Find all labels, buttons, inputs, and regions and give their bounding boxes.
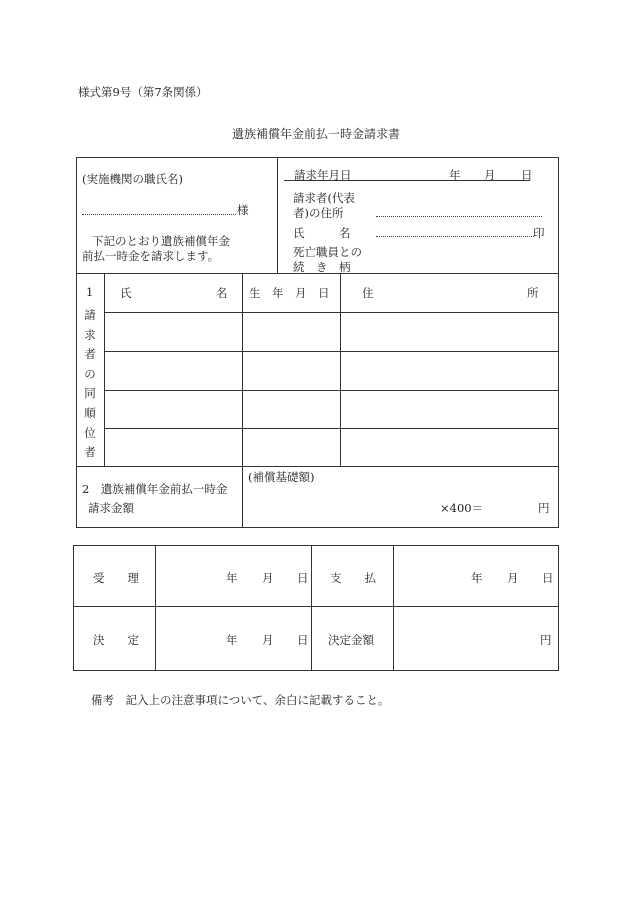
office-row-line	[73, 606, 559, 607]
col-line	[242, 273, 243, 528]
decision-amount-yen: 円	[540, 633, 552, 647]
address-label-line1: 請求者(代表	[293, 191, 355, 205]
section1-vertical-label: 請 求 者 の 同 順 位 者	[84, 308, 96, 460]
payment-month: 月	[507, 571, 519, 585]
receipt-month: 月	[262, 571, 274, 585]
date-year: 年	[449, 168, 461, 182]
decision-amount-label: 決定金額	[328, 633, 374, 647]
col-address-header-b: 所	[527, 286, 539, 300]
office-table-border	[73, 545, 559, 671]
top-split-line	[277, 157, 278, 273]
col-line	[340, 273, 341, 466]
org-name-field[interactable]	[82, 214, 236, 215]
amount-formula: ×400＝	[440, 501, 484, 515]
request-text-line1: 下記のとおり遺族補償年金	[92, 234, 230, 248]
amount-label-line1: 2 遺族補償年金前払一時金	[82, 482, 228, 496]
request-date-field[interactable]	[284, 180, 530, 181]
col-name-header-b: 名	[216, 286, 228, 300]
form-number: 様式第9号（第7条関係）	[78, 85, 208, 99]
relation-label-line2: 続 き 柄	[293, 260, 351, 274]
receipt-year: 年	[226, 571, 238, 585]
payment-label: 支 払	[330, 571, 376, 585]
request-date-label: 請求年月日	[294, 168, 352, 182]
decision-label: 決 定	[93, 633, 139, 647]
amount-yen: 円	[538, 501, 550, 515]
row-line	[104, 390, 559, 391]
payment-year: 年	[471, 571, 483, 585]
date-month: 月	[484, 168, 496, 182]
request-text-line2: 前払一時金を請求します。	[82, 249, 220, 263]
decision-day: 日	[297, 633, 309, 647]
receipt-day: 日	[297, 571, 309, 585]
address-label-line2: 者)の住所	[293, 206, 344, 220]
org-label: (実施機関の職氏名)	[82, 172, 183, 186]
row-line	[76, 466, 559, 467]
decision-month: 月	[262, 633, 274, 647]
form-title: 遺族補償年金前払一時金請求書	[232, 127, 401, 141]
relation-label-line1: 死亡職員との	[293, 245, 362, 259]
address-field[interactable]	[376, 216, 542, 217]
sama-label: 様	[237, 203, 249, 217]
name-label: 氏 名	[293, 226, 351, 240]
decision-year: 年	[226, 633, 238, 647]
section1-number: 1	[86, 285, 94, 299]
row-line	[104, 351, 559, 352]
remarks-note: 備考 記入上の注意事項について、余白に記載すること。	[91, 693, 390, 707]
col-name-header-a: 氏	[120, 286, 132, 300]
office-col-line	[155, 545, 156, 671]
receipt-label: 受 理	[93, 571, 139, 585]
row-line	[104, 312, 559, 313]
office-col-line	[311, 545, 312, 671]
seal-mark: 印	[533, 226, 545, 240]
name-field[interactable]	[376, 236, 534, 237]
payment-day: 日	[542, 571, 554, 585]
col-line	[104, 273, 105, 466]
date-day: 日	[521, 168, 533, 182]
col-birthdate-header: 生 年 月 日	[249, 286, 330, 300]
col-address-header-a: 住	[362, 286, 374, 300]
row-line	[104, 428, 559, 429]
base-amount-label: (補償基礎額)	[248, 470, 315, 484]
amount-label-line2: 請求金額	[88, 501, 134, 515]
office-col-line	[393, 545, 394, 671]
